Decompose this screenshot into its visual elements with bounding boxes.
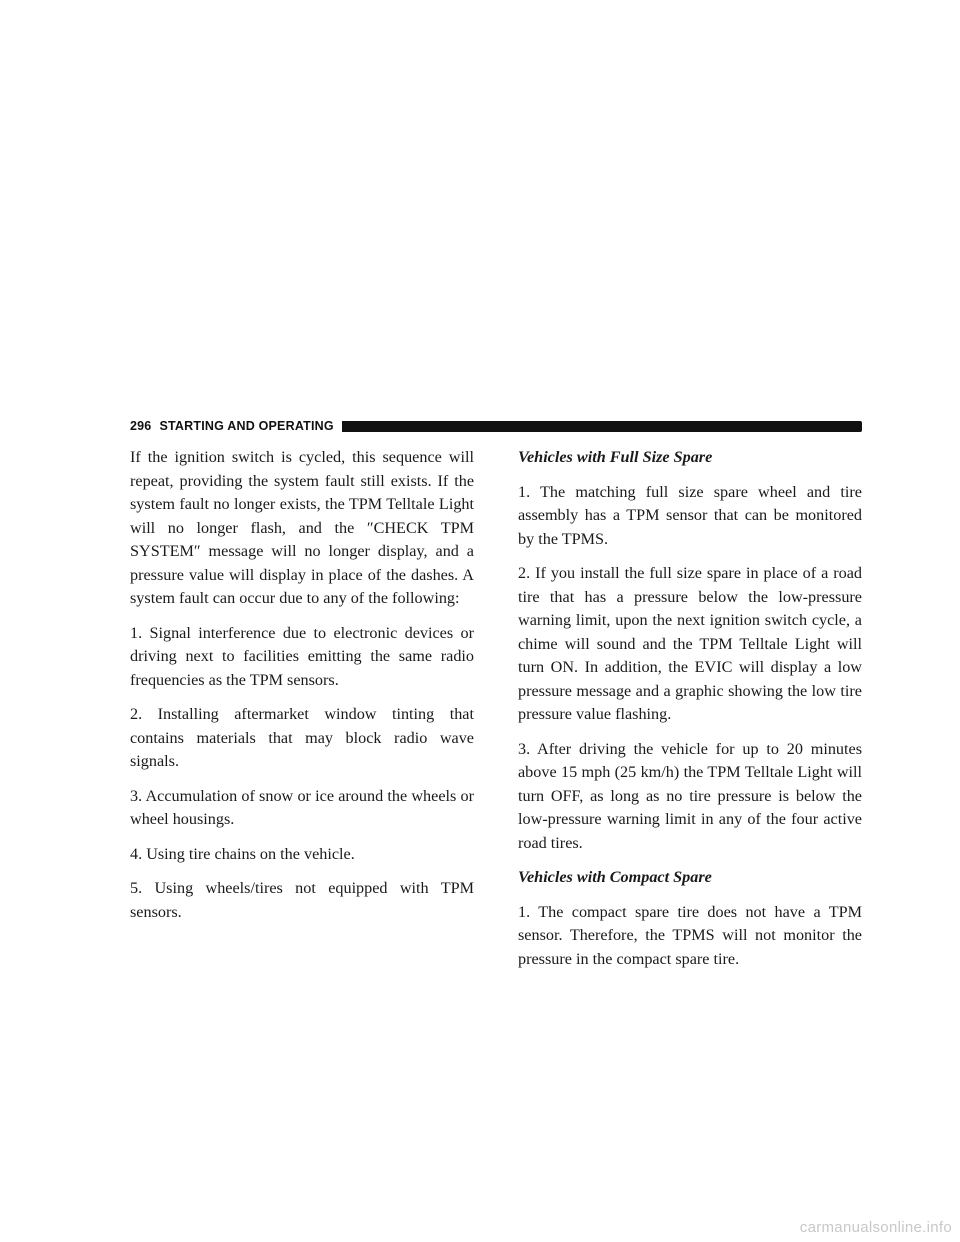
full-size-spare-heading: Vehicles with Full Size Spare bbox=[518, 448, 713, 466]
fault-cause-item: 3. Accumulation of snow or ice around the wheels or wheel housings. bbox=[130, 786, 474, 828]
full-size-spare-item: 1. The matching full size spare wheel and tire assembly has a TPM sensor that can be monitored by the TPMS. bbox=[518, 482, 862, 548]
fault-cause-item: 4. Using tire chains on the vehicle. bbox=[130, 844, 355, 863]
compact-spare-heading: Vehicles with Compact Spare bbox=[518, 868, 712, 886]
intro-paragraph: If the ignition switch is cycled, this sequence will repeat, providing the system fault still exists. If the system fault no longer exists, the TPM Telltale Light will no longer flash, and the ″CHECK TPM SYSTEM″ message will no longer display, and a pressure value will display in place of the dashes. A system fault can occur due to any of the following: bbox=[130, 448, 474, 607]
header-rule bbox=[342, 421, 862, 432]
watermark[interactable]: carmanualsonline.info bbox=[799, 1219, 952, 1236]
fault-cause-item: 2. Installing aftermarket window tinting that contains materials that may block radio wave signals. bbox=[130, 705, 474, 770]
full-size-spare-item: 2. If you install the full size spare in place of a road tire that has a pressure below the low-pressure warning limit, upon the next ignition switch cycle, a chime will sound and the TPM Telltale Light will turn ON. In addition, the EVIC will display a low pressure message and a graphic showing the low tire pressure value flashing. bbox=[518, 564, 862, 723]
fault-cause-item: 1. Signal interference due to electronic devices or driving next to facilities emitting the same radio frequencies as the TPM sensors. bbox=[130, 623, 474, 689]
page-header bbox=[130, 418, 862, 434]
compact-spare-item: 1. The compact spare tire does not have a TPM sensor. Therefore, the TPMS will not monitor the pressure in the compact spare tire. bbox=[518, 902, 862, 968]
page-number: 296 bbox=[130, 419, 152, 433]
fault-cause-item: 5. Using wheels/tires not equipped with TPM sensors. bbox=[130, 879, 474, 921]
section-title: STARTING AND OPERATING bbox=[159, 419, 334, 433]
left-column bbox=[130, 446, 474, 935]
right-column bbox=[518, 446, 862, 982]
full-size-spare-item: 3. After driving the vehicle for up to 20 minutes above 15 mph (25 km/h) the TPM Telltale Light will turn OFF, as long as no tire pressure is below the low-pressure warning limit in any of the four active road tires. bbox=[518, 739, 862, 852]
